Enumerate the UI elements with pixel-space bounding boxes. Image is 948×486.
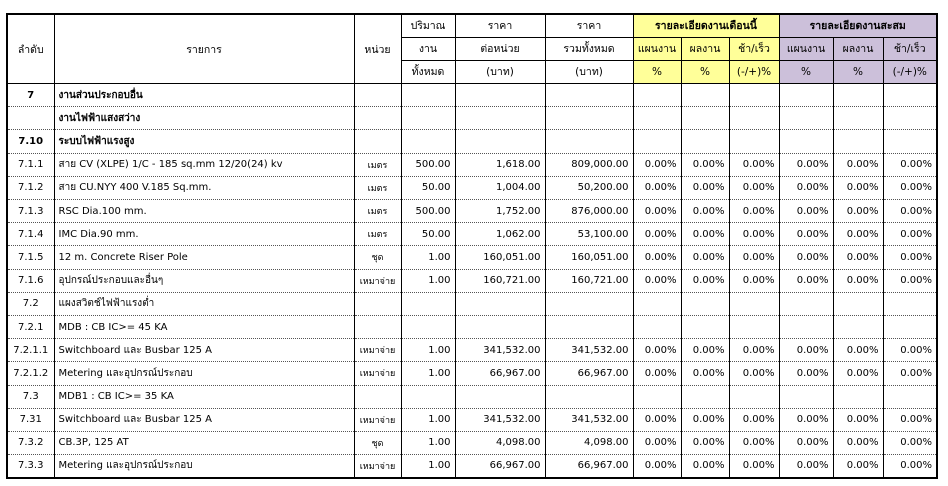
cell-no: 7.1.3 <box>7 200 54 223</box>
cell-month-plan: 0.00% <box>633 200 681 223</box>
header-cum-plan-unit: % <box>779 60 833 83</box>
cell-no: 7.2.1.2 <box>7 362 54 385</box>
header-cum-plan: แผนงาน <box>779 37 833 60</box>
cell-month-plan: 0.00% <box>633 431 681 454</box>
cell-cum-plan <box>779 84 833 107</box>
cell-unit-price: 341,532.00 <box>455 408 545 431</box>
header-qty-1: ปริมาณ <box>401 14 455 37</box>
cell-cum-result: 0.00% <box>833 431 883 454</box>
cell-month-diff: 0.00% <box>729 246 779 269</box>
header-uprice-2: ต่อหน่วย <box>455 37 545 60</box>
cell-total-price: 160,721.00 <box>545 269 633 292</box>
header-month-result-unit: % <box>681 60 729 83</box>
cell-month-diff: 0.00% <box>729 176 779 199</box>
cell-cum-plan: 0.00% <box>779 153 833 176</box>
cell-total-price: 876,000.00 <box>545 200 633 223</box>
cell-unit-price: 66,967.00 <box>455 362 545 385</box>
cell-month-result <box>681 385 729 408</box>
cell-month-plan: 0.00% <box>633 176 681 199</box>
cell-cum-plan: 0.00% <box>779 431 833 454</box>
header-unit: หน่วย <box>354 14 401 84</box>
header-total-1: ราคา <box>545 14 633 37</box>
cell-unit <box>354 315 401 338</box>
cell-month-plan <box>633 292 681 315</box>
cell-no: 7.2.1 <box>7 315 54 338</box>
cell-cum-result: 0.00% <box>833 153 883 176</box>
cell-total-price <box>545 315 633 338</box>
cell-cum-diff: 0.00% <box>883 362 937 385</box>
cell-unit-price <box>455 84 545 107</box>
header-cum-result-unit: % <box>833 60 883 83</box>
cell-cum-result: 0.00% <box>833 176 883 199</box>
cell-cum-diff <box>883 385 937 408</box>
cell-month-result: 0.00% <box>681 455 729 478</box>
cell-item: งานส่วนประกอบอื่น <box>54 84 354 107</box>
cell-unit <box>354 130 401 153</box>
cell-unit-price: 66,967.00 <box>455 455 545 478</box>
cell-qty: 500.00 <box>401 153 455 176</box>
cell-qty <box>401 130 455 153</box>
cell-unit: ชุด <box>354 246 401 269</box>
cell-no: 7.1.1 <box>7 153 54 176</box>
cell-cum-plan: 0.00% <box>779 246 833 269</box>
cell-month-plan: 0.00% <box>633 362 681 385</box>
table-body <box>7 84 937 478</box>
boq-table <box>6 13 938 479</box>
table-row <box>7 362 937 385</box>
cell-cum-diff: 0.00% <box>883 269 937 292</box>
table-row <box>7 431 937 454</box>
cell-cum-diff <box>883 292 937 315</box>
cell-month-diff: 0.00% <box>729 408 779 431</box>
cell-unit: ชุด <box>354 431 401 454</box>
cell-month-diff <box>729 107 779 130</box>
header-group-month: รายละเอียดงานเดือนนี้ <box>633 14 779 37</box>
cell-cum-plan <box>779 130 833 153</box>
cell-month-plan: 0.00% <box>633 246 681 269</box>
table-row <box>7 223 937 246</box>
header-month-plan: แผนงาน <box>633 37 681 60</box>
cell-cum-diff: 0.00% <box>883 176 937 199</box>
header-month-diff-unit: (-/+)% <box>729 60 779 83</box>
cell-qty <box>401 315 455 338</box>
cell-item: สาย CU.NYY 400 V.185 Sq.mm. <box>54 176 354 199</box>
cell-month-result <box>681 130 729 153</box>
cell-month-plan: 0.00% <box>633 269 681 292</box>
cell-month-diff: 0.00% <box>729 362 779 385</box>
cell-month-diff <box>729 385 779 408</box>
cell-item: Metering และอุปกรณ์ประกอบ <box>54 455 354 478</box>
table-header <box>7 14 937 84</box>
cell-no: 7.1.6 <box>7 269 54 292</box>
cell-no: 7.3.2 <box>7 431 54 454</box>
cell-cum-result: 0.00% <box>833 455 883 478</box>
cell-no: 7.1.4 <box>7 223 54 246</box>
header-qty-2: งาน <box>401 37 455 60</box>
cell-cum-diff <box>883 315 937 338</box>
cell-item: ระบบไฟฟ้าแรงสูง <box>54 130 354 153</box>
cell-total-price: 66,967.00 <box>545 362 633 385</box>
cell-unit-price: 1,062.00 <box>455 223 545 246</box>
cell-month-result: 0.00% <box>681 431 729 454</box>
cell-item: MDB : CB IC>= 45 KA <box>54 315 354 338</box>
table-row <box>7 153 937 176</box>
cell-no <box>7 107 54 130</box>
table-row <box>7 315 937 338</box>
cell-month-plan <box>633 107 681 130</box>
cell-item: RSC Dia.100 mm. <box>54 200 354 223</box>
header-total-3: (บาท) <box>545 60 633 83</box>
header-total-2: รวมทั้งหมด <box>545 37 633 60</box>
table-row <box>7 385 937 408</box>
cell-no: 7.31 <box>7 408 54 431</box>
cell-unit: เหมาจ่าย <box>354 455 401 478</box>
cell-cum-plan <box>779 292 833 315</box>
cell-item: Switchboard และ Busbar 125 A <box>54 408 354 431</box>
cell-unit: เมตร <box>354 200 401 223</box>
cell-qty: 1.00 <box>401 339 455 362</box>
cell-item: MDB1 : CB IC>= 35 KA <box>54 385 354 408</box>
cell-month-result <box>681 84 729 107</box>
cell-total-price: 160,051.00 <box>545 246 633 269</box>
cell-unit-price: 4,098.00 <box>455 431 545 454</box>
table-row <box>7 84 937 107</box>
table-row <box>7 408 937 431</box>
cell-cum-result <box>833 130 883 153</box>
cell-month-plan <box>633 385 681 408</box>
cell-unit-price: 341,532.00 <box>455 339 545 362</box>
cell-month-result <box>681 292 729 315</box>
cell-cum-result <box>833 107 883 130</box>
cell-month-result: 0.00% <box>681 269 729 292</box>
cell-month-diff: 0.00% <box>729 431 779 454</box>
cell-cum-plan: 0.00% <box>779 176 833 199</box>
cell-month-result: 0.00% <box>681 339 729 362</box>
cell-cum-result: 0.00% <box>833 223 883 246</box>
cell-item: งานไฟฟ้าแสงสว่าง <box>54 107 354 130</box>
cell-month-plan <box>633 130 681 153</box>
cell-cum-plan: 0.00% <box>779 269 833 292</box>
cell-unit-price: 1,004.00 <box>455 176 545 199</box>
cell-qty: 1.00 <box>401 408 455 431</box>
cell-month-result: 0.00% <box>681 176 729 199</box>
cell-qty: 1.00 <box>401 246 455 269</box>
cell-month-result: 0.00% <box>681 223 729 246</box>
cell-total-price <box>545 107 633 130</box>
cell-cum-result: 0.00% <box>833 362 883 385</box>
table-row <box>7 269 937 292</box>
cell-month-result: 0.00% <box>681 153 729 176</box>
table-row <box>7 292 937 315</box>
header-cum-diff: ช้า/เร็ว <box>883 37 937 60</box>
cell-cum-diff: 0.00% <box>883 339 937 362</box>
cell-total-price: 4,098.00 <box>545 431 633 454</box>
table-row <box>7 455 937 478</box>
cell-cum-diff: 0.00% <box>883 431 937 454</box>
table-row <box>7 246 937 269</box>
cell-cum-diff <box>883 84 937 107</box>
cell-month-diff: 0.00% <box>729 153 779 176</box>
cell-cum-result <box>833 385 883 408</box>
cell-month-plan <box>633 84 681 107</box>
cell-item: Metering และอุปกรณ์ประกอบ <box>54 362 354 385</box>
cell-cum-result: 0.00% <box>833 408 883 431</box>
cell-no: 7.3.3 <box>7 455 54 478</box>
header-no: ลำดับ <box>7 14 54 84</box>
cell-qty: 50.00 <box>401 176 455 199</box>
cell-month-diff: 0.00% <box>729 223 779 246</box>
cell-total-price: 50,200.00 <box>545 176 633 199</box>
cell-cum-plan <box>779 315 833 338</box>
cell-no: 7.10 <box>7 130 54 153</box>
cell-cum-diff <box>883 130 937 153</box>
cell-total-price <box>545 292 633 315</box>
header-uprice-1: ราคา <box>455 14 545 37</box>
cell-month-result: 0.00% <box>681 200 729 223</box>
cell-total-price <box>545 385 633 408</box>
cell-cum-diff <box>883 107 937 130</box>
table-row <box>7 339 937 362</box>
cell-unit-price <box>455 292 545 315</box>
cell-total-price: 53,100.00 <box>545 223 633 246</box>
cell-qty: 1.00 <box>401 431 455 454</box>
cell-unit: เมตร <box>354 223 401 246</box>
cell-cum-plan: 0.00% <box>779 408 833 431</box>
cell-item: 12 m. Concrete Riser Pole <box>54 246 354 269</box>
header-month-plan-unit: % <box>633 60 681 83</box>
cell-month-diff: 0.00% <box>729 339 779 362</box>
cell-no: 7.1.2 <box>7 176 54 199</box>
cell-total-price: 809,000.00 <box>545 153 633 176</box>
cell-cum-plan: 0.00% <box>779 362 833 385</box>
cell-month-diff <box>729 315 779 338</box>
header-uprice-3: (บาท) <box>455 60 545 83</box>
cell-cum-diff: 0.00% <box>883 223 937 246</box>
cell-unit-price <box>455 130 545 153</box>
cell-unit: เหมาจ่าย <box>354 408 401 431</box>
cell-qty: 1.00 <box>401 455 455 478</box>
cell-qty: 500.00 <box>401 200 455 223</box>
cell-total-price: 341,532.00 <box>545 408 633 431</box>
cell-unit-price <box>455 385 545 408</box>
cell-month-plan: 0.00% <box>633 153 681 176</box>
cell-month-plan: 0.00% <box>633 223 681 246</box>
cell-cum-diff: 0.00% <box>883 200 937 223</box>
cell-cum-result <box>833 315 883 338</box>
cell-qty: 1.00 <box>401 362 455 385</box>
cell-month-diff <box>729 84 779 107</box>
cell-month-plan: 0.00% <box>633 339 681 362</box>
cell-unit <box>354 385 401 408</box>
cell-month-result <box>681 107 729 130</box>
cell-qty <box>401 385 455 408</box>
cell-month-result: 0.00% <box>681 246 729 269</box>
cell-qty <box>401 84 455 107</box>
cell-cum-plan <box>779 385 833 408</box>
cell-cum-result: 0.00% <box>833 246 883 269</box>
cell-cum-result: 0.00% <box>833 200 883 223</box>
table-row <box>7 107 937 130</box>
cell-unit: เมตร <box>354 176 401 199</box>
cell-month-diff: 0.00% <box>729 269 779 292</box>
cell-no: 7 <box>7 84 54 107</box>
cell-unit: เหมาจ่าย <box>354 362 401 385</box>
cell-no: 7.2.1.1 <box>7 339 54 362</box>
cell-cum-result <box>833 84 883 107</box>
cell-cum-plan: 0.00% <box>779 455 833 478</box>
cell-month-diff: 0.00% <box>729 200 779 223</box>
cell-qty <box>401 107 455 130</box>
cell-cum-plan <box>779 107 833 130</box>
cell-month-diff <box>729 130 779 153</box>
cell-unit <box>354 84 401 107</box>
boq-table-container <box>6 13 938 479</box>
cell-month-result: 0.00% <box>681 362 729 385</box>
cell-cum-diff: 0.00% <box>883 153 937 176</box>
cell-cum-result: 0.00% <box>833 269 883 292</box>
cell-cum-result <box>833 292 883 315</box>
cell-qty <box>401 292 455 315</box>
cell-unit <box>354 292 401 315</box>
cell-cum-diff: 0.00% <box>883 246 937 269</box>
cell-month-result <box>681 315 729 338</box>
header-group-cumulative: รายละเอียดงานสะสม <box>779 14 937 37</box>
cell-item: สาย CV (XLPE) 1/C - 185 sq.mm 12/20(24) kv <box>54 153 354 176</box>
cell-unit: เหมาจ่าย <box>354 269 401 292</box>
cell-qty: 50.00 <box>401 223 455 246</box>
table-row <box>7 176 937 199</box>
cell-unit <box>354 107 401 130</box>
cell-month-result: 0.00% <box>681 408 729 431</box>
cell-no: 7.1.5 <box>7 246 54 269</box>
cell-cum-diff: 0.00% <box>883 455 937 478</box>
cell-month-diff: 0.00% <box>729 455 779 478</box>
cell-total-price <box>545 84 633 107</box>
cell-unit-price: 1,618.00 <box>455 153 545 176</box>
cell-item: แผงสวิตช์ไฟฟ้าแรงต่ำ <box>54 292 354 315</box>
header-cum-diff-unit: (-/+)% <box>883 60 937 83</box>
cell-item: Switchboard และ Busbar 125 A <box>54 339 354 362</box>
cell-month-diff <box>729 292 779 315</box>
cell-cum-result: 0.00% <box>833 339 883 362</box>
cell-month-plan <box>633 315 681 338</box>
cell-item: IMC Dia.90 mm. <box>54 223 354 246</box>
cell-no: 7.3 <box>7 385 54 408</box>
cell-total-price: 341,532.00 <box>545 339 633 362</box>
header-item: รายการ <box>54 14 354 84</box>
header-cum-result: ผลงาน <box>833 37 883 60</box>
cell-no: 7.2 <box>7 292 54 315</box>
cell-cum-plan: 0.00% <box>779 200 833 223</box>
cell-total-price: 66,967.00 <box>545 455 633 478</box>
cell-cum-plan: 0.00% <box>779 339 833 362</box>
cell-cum-plan: 0.00% <box>779 223 833 246</box>
cell-item: อุปกรณ์ประกอบและอื่นๆ <box>54 269 354 292</box>
header-qty-3: ทั้งหมด <box>401 60 455 83</box>
cell-unit: เหมาจ่าย <box>354 339 401 362</box>
cell-unit: เมตร <box>354 153 401 176</box>
cell-unit-price: 160,051.00 <box>455 246 545 269</box>
header-month-result: ผลงาน <box>681 37 729 60</box>
cell-month-plan: 0.00% <box>633 408 681 431</box>
cell-qty: 1.00 <box>401 269 455 292</box>
cell-total-price <box>545 130 633 153</box>
cell-cum-diff: 0.00% <box>883 408 937 431</box>
cell-month-plan: 0.00% <box>633 455 681 478</box>
header-month-diff: ช้า/เร็ว <box>729 37 779 60</box>
cell-unit-price <box>455 107 545 130</box>
cell-item: CB.3P, 125 AT <box>54 431 354 454</box>
table-row <box>7 130 937 153</box>
cell-unit-price: 1,752.00 <box>455 200 545 223</box>
table-row <box>7 200 937 223</box>
cell-unit-price: 160,721.00 <box>455 269 545 292</box>
cell-unit-price <box>455 315 545 338</box>
